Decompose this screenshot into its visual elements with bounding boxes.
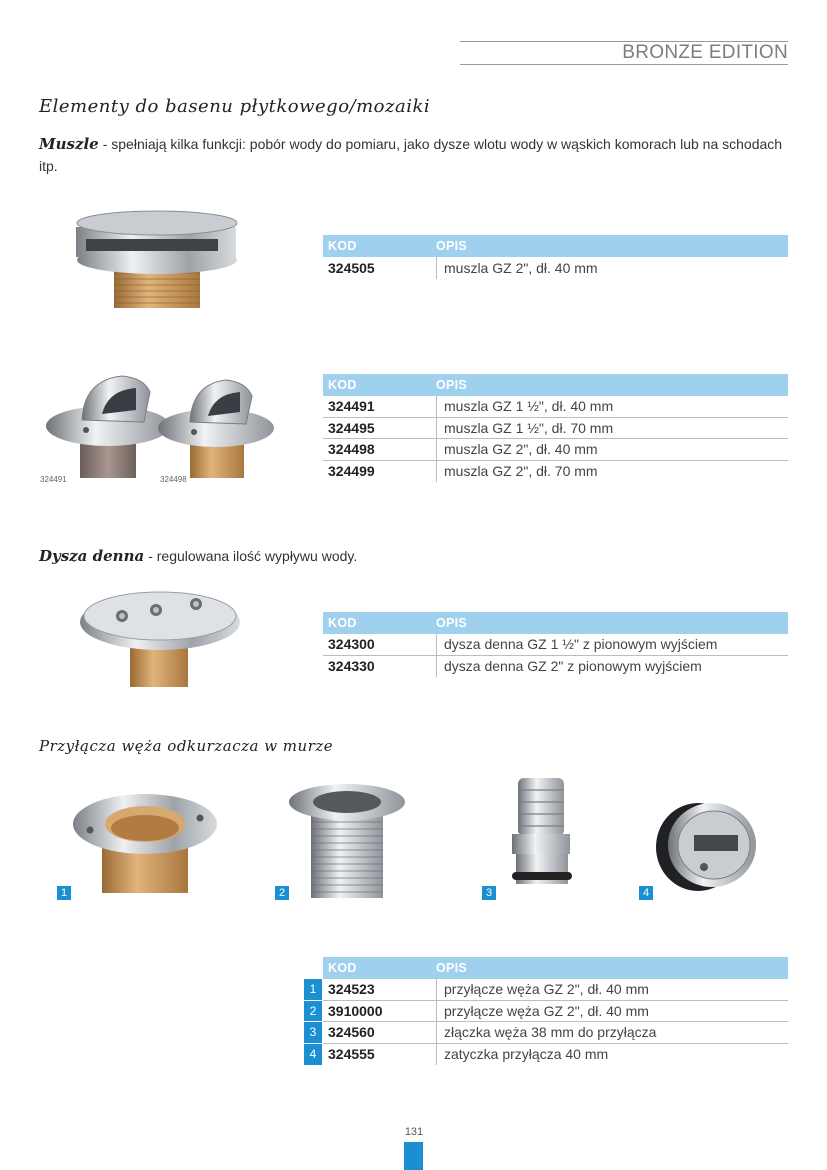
product-desc: muszla GZ 1 ½", dł. 70 mm: [436, 418, 613, 439]
product-desc: przyłącze węża GZ 2", dł. 40 mm: [436, 979, 649, 1000]
section-title-hose-connectors: Przyłącza węża odkurzacza w murze: [39, 737, 334, 755]
product-image-324491-324498: [40, 370, 290, 485]
product-code: 324300: [328, 636, 375, 653]
table-header: [323, 235, 788, 257]
table-dysza-denna: [323, 612, 788, 677]
table-row: [323, 257, 788, 279]
product-image-3910000: [285, 782, 410, 902]
image-caption-left: 324491: [40, 475, 67, 484]
table-row: [309, 1044, 788, 1066]
product-code: 324555: [328, 1046, 375, 1063]
table-row: [309, 979, 788, 1001]
table-row: [309, 1022, 788, 1044]
table-row: [309, 1001, 788, 1023]
header-code: KOD: [328, 239, 357, 253]
muszle-lead: Muszle: [39, 135, 99, 153]
table-muszla-hooded: [323, 374, 788, 482]
product-code: 324560: [328, 1024, 375, 1041]
product-desc: muszla GZ 2", dł. 40 mm: [436, 257, 598, 279]
section-title-tiled-pool: Elementy do basenu płytkowego/mozaiki: [39, 96, 431, 117]
table-row: [323, 418, 788, 440]
table-row: [323, 461, 788, 483]
product-image-dysza-denna: [78, 582, 248, 692]
dysza-description: [39, 545, 639, 567]
product-desc: zatyczka przyłącza 40 mm: [436, 1044, 608, 1066]
product-desc: przyłącze węża GZ 2", dł. 40 mm: [436, 1001, 649, 1022]
product-code: 3910000: [328, 1002, 383, 1019]
table-row: [323, 634, 788, 656]
product-image-324523: [70, 790, 220, 900]
header-desc: OPIS: [436, 239, 468, 253]
product-code: 324505: [328, 259, 375, 276]
header-code: KOD: [328, 961, 357, 975]
product-image-324560: [500, 772, 590, 902]
table-row: [323, 439, 788, 461]
table-header: [323, 957, 788, 979]
product-code: 324499: [328, 463, 375, 480]
row-number: 1: [304, 979, 322, 1000]
product-image-324505: [68, 205, 240, 315]
header-desc: OPIS: [436, 378, 468, 392]
dysza-lead: Dysza denna: [39, 547, 145, 565]
image-caption-right: 324498: [160, 475, 187, 484]
product-desc: muszla GZ 1 ½", dł. 40 mm: [436, 396, 613, 417]
row-number: 2: [304, 1001, 322, 1022]
product-image-324555: [652, 795, 772, 895]
product-code: 324491: [328, 398, 375, 415]
dysza-text: - regulowana ilość wypływu wody.: [148, 548, 358, 564]
edition-label: BRONZE EDITION: [622, 42, 788, 63]
product-code: 324495: [328, 419, 375, 436]
product-desc: dysza denna GZ 2" z pionowym wyjściem: [436, 656, 702, 678]
badge-4: 4: [639, 886, 653, 900]
badge-1: 1: [57, 886, 71, 900]
header-code: KOD: [328, 378, 357, 392]
product-desc: dysza denna GZ 1 ½" z pionowym wyjściem: [436, 634, 717, 655]
row-number: 4: [304, 1044, 322, 1066]
product-desc: muszla GZ 2", dł. 70 mm: [436, 461, 598, 483]
table-hose-connectors: [309, 957, 788, 1065]
product-code: 324498: [328, 441, 375, 458]
header-desc: OPIS: [436, 961, 468, 975]
badge-3: 3: [482, 886, 496, 900]
table-muszla-flat: [323, 235, 788, 279]
page-number: 131: [404, 1126, 424, 1138]
product-code: 324330: [328, 658, 375, 675]
table-row: [323, 396, 788, 418]
muszle-description: [39, 133, 789, 177]
product-desc: muszla GZ 2", dł. 40 mm: [436, 439, 598, 460]
header-desc: OPIS: [436, 616, 468, 630]
muszle-text: - spełniają kilka funkcji: pobór wody do pomiaru, jako dysze wlotu wody w wąskich komorach lub na schodach itp.: [39, 136, 783, 174]
row-number: 3: [304, 1022, 322, 1043]
page-tab-marker: [404, 1142, 423, 1170]
product-code: 324523: [328, 981, 375, 998]
badge-2: 2: [275, 886, 289, 900]
header-code: KOD: [328, 616, 357, 630]
table-row: [323, 656, 788, 678]
product-desc: złączka węża 38 mm do przyłącza: [436, 1022, 656, 1043]
table-header: [323, 374, 788, 396]
table-header: [323, 612, 788, 634]
header-rule-bottom: [460, 64, 788, 65]
